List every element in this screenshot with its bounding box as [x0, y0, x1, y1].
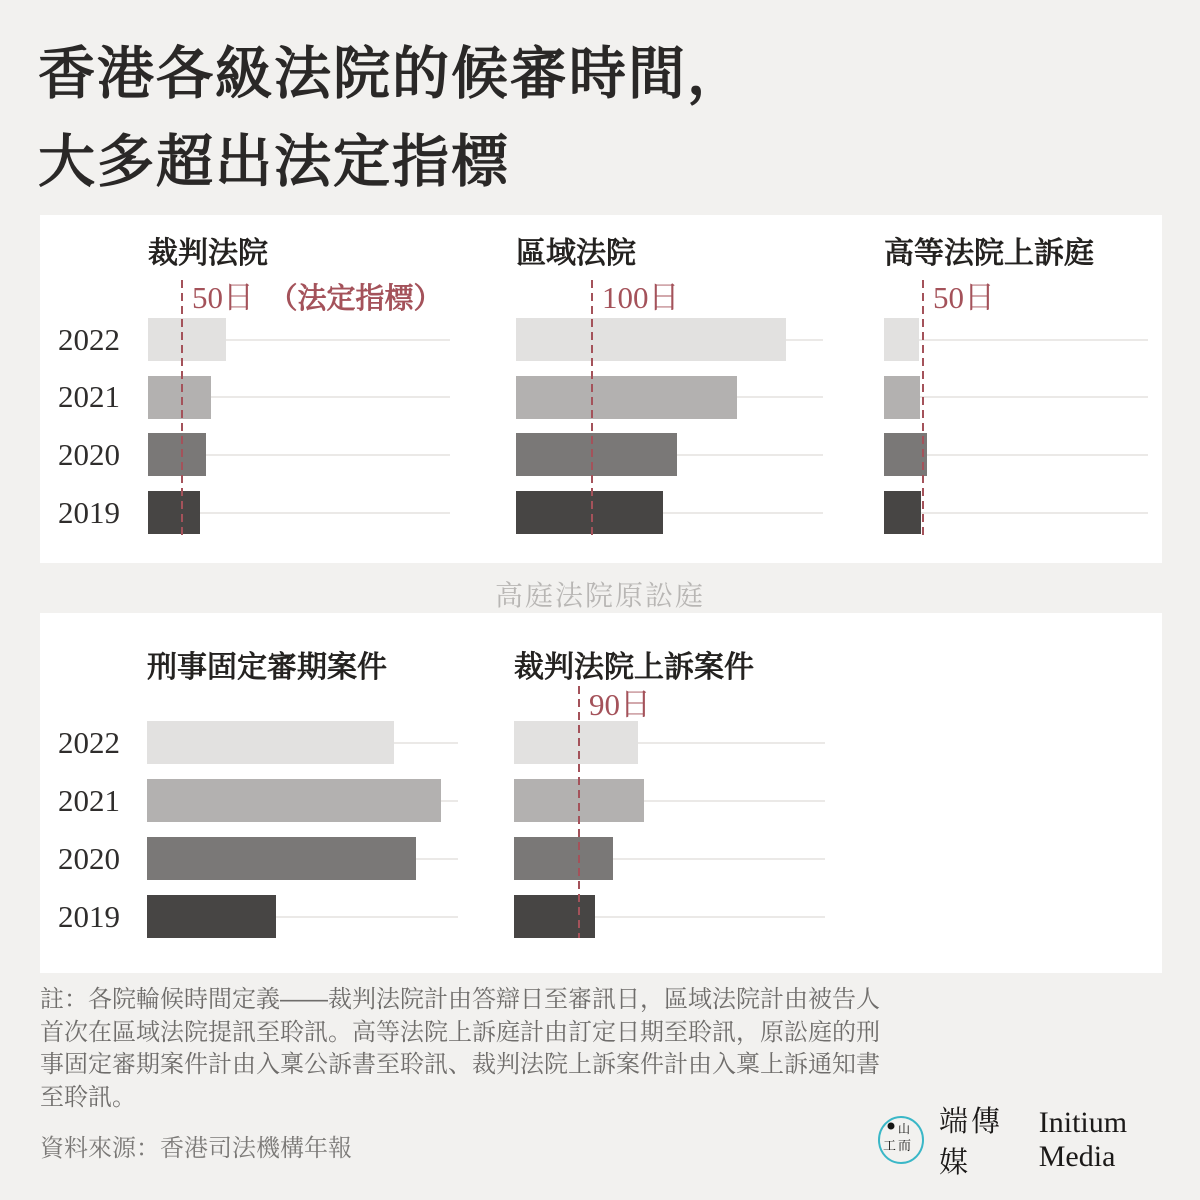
logo-latin-text: Initium Media	[1038, 1106, 1128, 1173]
year-label-2021: 2021	[58, 782, 120, 818]
bar-2020	[148, 433, 206, 476]
target-line	[922, 280, 924, 538]
year-label-2020: 2020	[58, 840, 120, 876]
year-label-2022: 2022	[58, 724, 120, 760]
chart-magistracy-appeals	[514, 651, 825, 953]
bar-2020	[514, 837, 613, 880]
chart-district-court	[516, 237, 823, 550]
bar-2019	[516, 491, 663, 534]
year-label-2022: 2022	[58, 321, 120, 357]
svg-text:工: 工	[883, 1138, 897, 1153]
chart-magistrates-courts	[148, 237, 450, 550]
chart-title: 裁判法院	[148, 237, 268, 270]
chart-cfi-criminal-fixed-cases	[147, 651, 458, 953]
year-label-2021: 2021	[58, 379, 120, 415]
target-value: 90日	[589, 687, 651, 722]
target-value: 50日	[933, 280, 995, 315]
bar-2022	[514, 721, 638, 764]
target-label	[589, 689, 651, 722]
chart-title: 裁判法院上訴案件	[514, 651, 754, 684]
target-label	[933, 282, 995, 315]
target-note: （法定指標）	[254, 283, 443, 315]
bar-2020	[516, 433, 677, 476]
year-label-2020: 2020	[58, 436, 120, 472]
bar-2022	[884, 318, 919, 361]
svg-text:而: 而	[898, 1138, 912, 1153]
bar-2021	[148, 376, 211, 419]
bar-2020	[147, 837, 416, 880]
bar-2022	[148, 318, 226, 361]
bar-2021	[516, 376, 737, 419]
target-line	[181, 280, 183, 538]
bar-2022	[147, 721, 394, 764]
page-title-line1: 香港各級法院的候審時間，	[38, 42, 746, 106]
bar-2019	[514, 895, 595, 938]
initium-logo-icon	[877, 1114, 925, 1166]
target-label	[192, 282, 443, 315]
source-line: 資料來源：香港司法機構年報	[40, 1135, 352, 1162]
page-title	[38, 30, 746, 206]
chart-title: 刑事固定審期案件	[147, 651, 387, 684]
target-value: 50日	[192, 280, 254, 315]
footnote: 註：各院輪候時間定義——裁判法院計由答辯日至審訊日，區域法院計由被告人首次在區域法院提訊至聆訊。高等法院上訴庭計由訂定日期至聆訊，原訟庭的刑事固定審期案件計由入稟公訴書至聆訊、裁判法院上訴案件計由入稟上訴通知書至聆訊。	[40, 986, 880, 1111]
target-line	[591, 280, 593, 538]
target-line	[578, 686, 580, 938]
page-title-line2: 大多超出法定指標	[38, 130, 510, 194]
chart-title: 區域法院	[516, 237, 636, 270]
target-label	[602, 282, 680, 315]
logo-cjk-text: 端傳媒	[939, 1106, 1004, 1179]
initium-logo	[877, 1106, 1200, 1179]
chart-court-of-appeal	[884, 237, 1148, 550]
bar-2021	[884, 376, 920, 419]
chart-title: 高等法院上訴庭	[884, 237, 1094, 270]
target-value: 100日	[602, 280, 680, 315]
year-label-2019: 2019	[58, 898, 120, 934]
bar-2019	[884, 491, 921, 534]
section-caption: 高庭法院原訟庭	[494, 580, 705, 611]
svg-text:山: 山	[898, 1122, 911, 1136]
bar-2019	[147, 895, 276, 938]
bar-2021	[147, 779, 441, 822]
bar-2022	[516, 318, 786, 361]
bar-2020	[884, 433, 927, 476]
year-label-2019: 2019	[58, 494, 120, 530]
bar-2019	[148, 491, 200, 534]
